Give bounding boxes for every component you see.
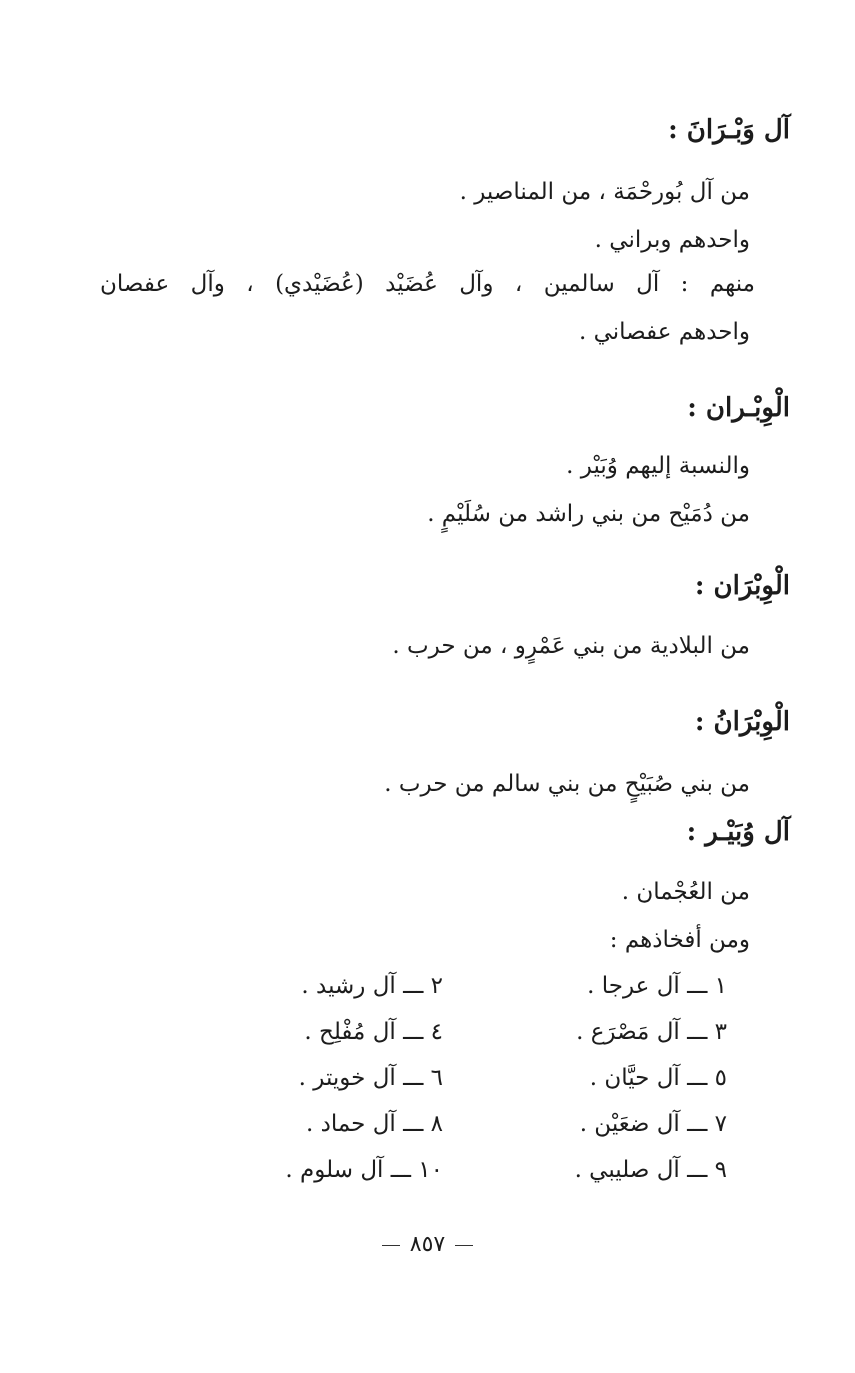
- list-item: ٨ ـــ آل حماد .: [306, 1111, 443, 1137]
- entry-text-line: من العُجْمان .: [621, 879, 750, 905]
- page-number: [0, 1232, 855, 1257]
- entry-text-line: من آل بُورحْمَة ، من المناصير .: [459, 179, 750, 205]
- page-number-dash-left: [382, 1245, 400, 1246]
- page-number-dash-right: [455, 1245, 473, 1246]
- entry-heading: آل وَبْـرَانَ :: [668, 115, 790, 145]
- entry-text-line: من دُمَيْح من بني راشد من سُلَيْمٍ .: [427, 501, 750, 527]
- list-item: ٦ ـــ آل خويتر .: [298, 1065, 443, 1091]
- entry-text-line: واحدهم عفصاني .: [578, 319, 750, 345]
- list-item: ١٠ ـــ آل سلوم .: [285, 1157, 443, 1183]
- list-item: ٧ ـــ آل ضعَيْن .: [579, 1111, 727, 1137]
- entry-text-line: من البلادية من بني عَمْرٍو ، من حرب .: [392, 633, 750, 659]
- list-item: ٩ ـــ آل صليبي .: [574, 1157, 727, 1183]
- entry-text-line: واحدهم وبراني .: [594, 227, 750, 253]
- entry-text-line: ومن أفخاذهم :: [609, 927, 750, 953]
- entry-text-line: من بني صُبَيْحٍ من بني سالم من حرب .: [384, 771, 750, 797]
- list-item: ٢ ـــ آل رشيد .: [301, 973, 443, 999]
- page-number-text: ٨٥٧: [409, 1232, 446, 1257]
- list-item: ١ ـــ آل عرجا .: [587, 973, 727, 999]
- list-item: ٣ ـــ آل مَصْرَع .: [576, 1019, 727, 1045]
- entry-heading: الْوِبْرَانُ :: [694, 707, 790, 737]
- entry-text-line: منهم : آل سالمين ، وآل عُضَيْد (عُضَيْدي) ، وآل عفصان: [100, 271, 755, 297]
- list-item: ٥ ـــ آل حيَّان .: [589, 1065, 727, 1091]
- entry-text-line: والنسبة إليهم وُبَيْر .: [566, 453, 750, 479]
- entry-heading: الْوِبْـران :: [687, 393, 790, 423]
- entry-heading: آل وُبَيْـر :: [686, 817, 790, 847]
- entry-heading: الْوِبْرَان :: [694, 571, 790, 601]
- list-item: ٤ ـــ آل مُفْلِح .: [304, 1019, 443, 1045]
